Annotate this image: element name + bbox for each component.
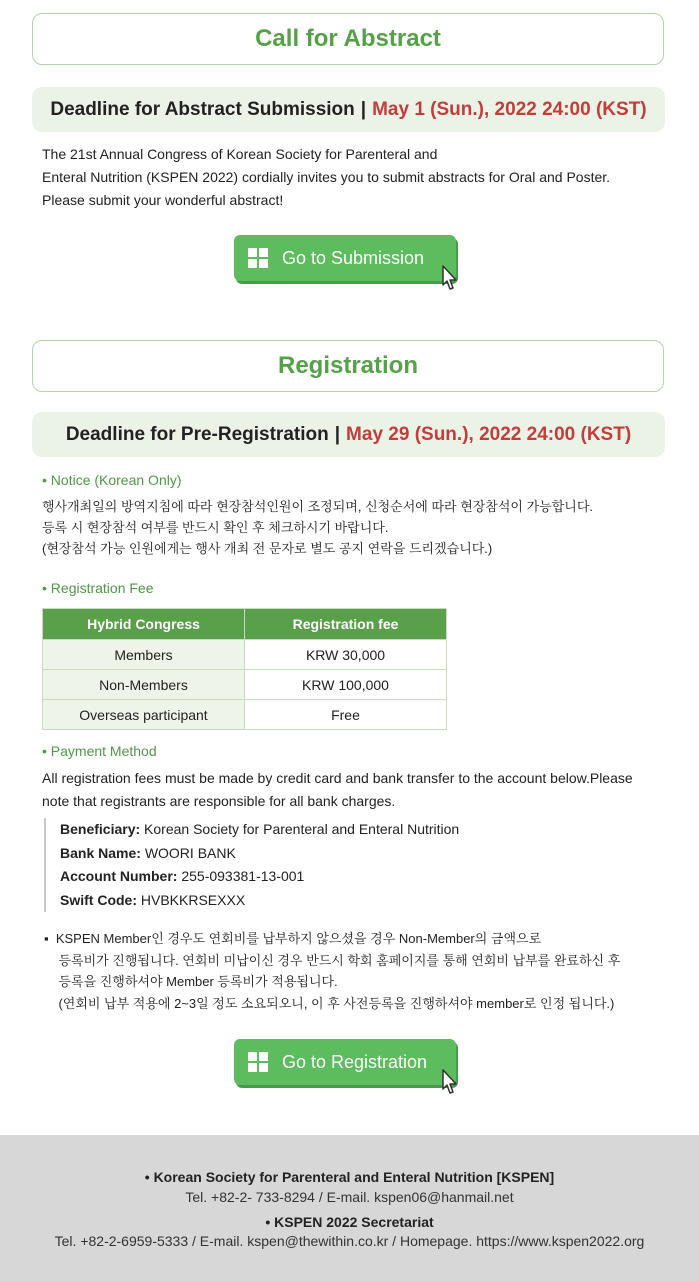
registration-deadline-label: Deadline for Pre-Registration <box>65 423 329 445</box>
go-to-registration-button[interactable] <box>234 1039 456 1085</box>
member-note-line: 등록을 진행하셔야 Member 등록비가 적용됩니다. <box>44 974 338 989</box>
abstract-title-box <box>32 13 664 65</box>
footer-org-contact: Tel. +82-2- 733-8294 / E-mail. kspen06@hanmail.net <box>185 1189 514 1205</box>
table-row <box>43 640 447 670</box>
table-cell-fee: KRW 100,000 <box>245 670 447 700</box>
submission-button-label: Go to Submission <box>282 247 425 268</box>
swift-code-row <box>60 889 459 913</box>
notice-line: 행사개최일의 방역지침에 따라 현장참석인원이 조정되며, 신청순서에 따라 현장참석이 가능합니다. <box>42 499 593 514</box>
swift-code-label: Swift Code: <box>60 891 137 908</box>
beneficiary-value: Korean Society for Parenteral and Enteral Nutrition <box>144 821 460 837</box>
footer-secretariat-name: • KSPEN 2022 Secretariat <box>265 1214 434 1230</box>
table-header-cell: Registration fee <box>245 609 447 640</box>
account-number-label: Account Number: <box>60 868 178 884</box>
notice-line: (현장참석 가능 인원에게는 행사 개최 전 문자로 별도 공지 연락을 드리겠습니다.) <box>42 541 493 556</box>
registration-title: Registration <box>277 352 418 379</box>
abstract-deadline-banner <box>32 87 665 132</box>
abstract-intro <box>42 143 610 212</box>
abstract-deadline-date: May 1 (Sun.), 2022 24:00 (KST) <box>372 98 647 120</box>
footer-org-name: • Korean Society for Parenteral and Enteral Nutrition [KSPEN] <box>144 1169 555 1185</box>
payment-heading: • Payment Method <box>42 743 157 759</box>
notice-line: 등록 시 현장참석 여부를 반드시 확인 후 체크하시기 바랍니다. <box>42 520 389 535</box>
registration-deadline-banner <box>32 412 665 457</box>
abstract-deadline-label: Deadline for Abstract Submission <box>50 98 355 120</box>
payment-line: All registration fees must be made by credit card and bank transfer to the account below.Please <box>42 770 633 786</box>
pointer-cursor-icon <box>436 1067 462 1099</box>
account-number-row <box>60 865 459 889</box>
intro-line: Enteral Nutrition (KSPEN 2022) cordially invites you to submit abstracts for Oral and Poster. <box>42 169 611 185</box>
table-cell-category: Non-Members <box>43 670 245 700</box>
bank-name-value: WOORI BANK <box>144 844 236 861</box>
table-cell-fee: Free <box>245 700 447 730</box>
registration-button-label: Go to Registration <box>282 1051 428 1072</box>
beneficiary-label: Beneficiary: <box>60 821 141 837</box>
bank-name-label: Bank Name: <box>60 844 141 861</box>
table-cell-category: Overseas participant <box>43 700 245 730</box>
table-row <box>43 700 447 730</box>
member-note-line: 등록비가 진행됩니다. 연회비 미납이신 경우 반드시 학회 홈페이지를 통해 연회비 납부를 완료하신 후 <box>44 952 621 968</box>
member-note-line: ▪ KSPEN Member인 경우도 연회비를 납부하지 않으셨을 경우 Non-Member의 금액으로 <box>44 931 542 946</box>
deadline-separator: | <box>334 423 341 445</box>
bank-details <box>44 818 459 912</box>
pointer-cursor-icon <box>436 263 462 295</box>
payment-text <box>42 767 633 813</box>
table-header-row <box>43 609 447 640</box>
beneficiary-row <box>60 818 459 842</box>
table-cell-category: Members <box>43 640 245 670</box>
table-cell-fee: KRW 30,000 <box>245 640 447 670</box>
member-note <box>44 928 620 1014</box>
fee-heading: • Registration Fee <box>42 580 154 596</box>
member-note-line: (연회비 납부 적용에 2~3일 정도 소요되오니, 이 후 사전등록을 진행하셔야 member로 인정 됩니다.) <box>44 995 615 1011</box>
notice-heading: • Notice (Korean Only) <box>42 472 182 488</box>
abstract-title: Call for Abstract <box>255 25 441 52</box>
intro-line: The 21st Annual Congress of Korean Society for Parenteral and <box>42 146 438 162</box>
bank-name-row <box>60 842 459 866</box>
table-header-cell: Hybrid Congress <box>43 609 245 640</box>
notice-text <box>42 496 593 559</box>
go-to-submission-button[interactable] <box>234 235 456 281</box>
table-row <box>43 670 447 700</box>
account-number-value: 255-093381-13-001 <box>181 868 305 884</box>
footer <box>0 1135 699 1281</box>
intro-line: Please submit your wonderful abstract! <box>42 192 284 208</box>
grid-icon <box>248 248 268 268</box>
footer-secretariat-contact: Tel. +82-2-6959-5333 / E-mail. kspen@thewithin.co.kr / Homepage. https://www.kspen2022.org <box>54 1233 645 1249</box>
deadline-separator: | <box>360 98 367 120</box>
registration-fee-table <box>42 608 447 730</box>
registration-deadline-date: May 29 (Sun.), 2022 24:00 (KST) <box>346 423 632 445</box>
registration-title-box <box>32 340 664 392</box>
swift-code-value: HVBKKRSEXXX <box>140 891 246 908</box>
payment-line: note that registrants are responsible for all bank charges. <box>42 793 396 809</box>
grid-icon <box>248 1052 268 1072</box>
